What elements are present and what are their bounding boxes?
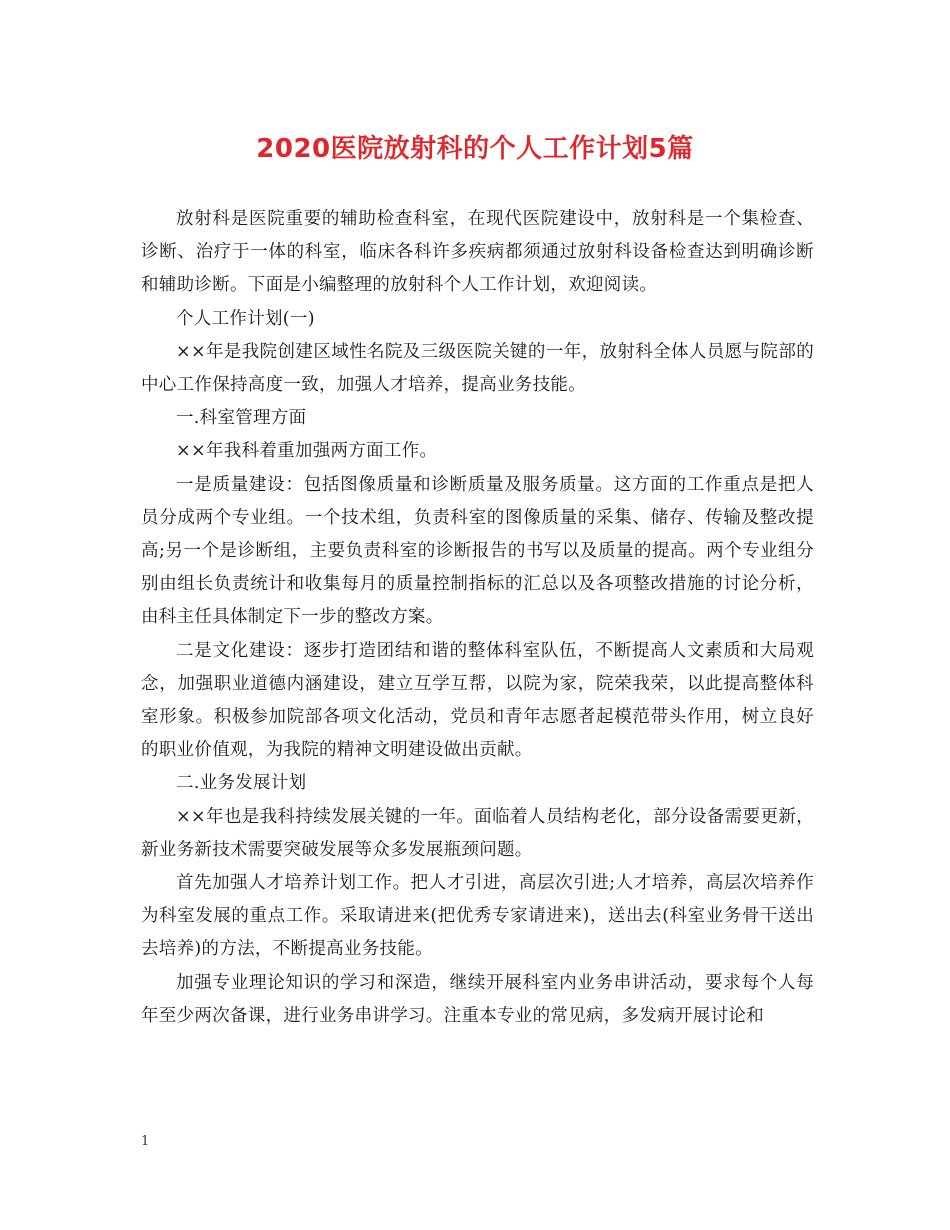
document-title: 2020医院放射科的个人工作计划5篇 [256, 134, 694, 164]
paragraph-intro: 放射科是医院重要的辅助检查科室，在现代医院建设中，放射科是一个集检查、诊断、治疗于一体的科室，临床各科许多疾病都须通过放射科设备检查达到明确诊断和辅助诊断。下面是小编整理的放射科个人工作计划，欢迎阅读。 [141, 209, 814, 296]
paragraph: 首先加强人才培养计划工作。把人才引进，高层次引进;人才培养，高层次培养作为科室发展的重点工作。采取请进来(把优秀专家请进来)，送出去(科室业务骨干送出去培养)的方法，不断提高业务技能。 [141, 873, 814, 960]
paragraph: ××年我科着重加强两方面工作。 [176, 441, 438, 462]
paragraph: 一是质量建设：包括图像质量和诊断质量及服务质量。这方面的工作重点是把人员分成两个专业组。一个技术组，负责科室的图像质量的采集、储存、传输及整改提高;另一个是诊断组，主要负责科室的诊断报告的书写以及质量的提高。两个专业组分别由组长负责统计和收集每月的质量控制指标的汇总以及各项整改措施的讨论分析，由科主任具体制定下一步的整改方案。 [141, 474, 814, 628]
document-body [141, 203, 814, 1033]
paragraph: ××年也是我科持续发展关键的一年。面临着人员结构老化，部分设备需要更新，新业务新技术需要突破发展等众多发展瓶颈问题。 [141, 806, 814, 860]
section-heading-business: 二.业务发展计划 [176, 773, 307, 794]
section-heading-management: 一.科室管理方面 [176, 408, 307, 429]
section-heading-plan-1: 个人工作计划(一) [176, 308, 315, 329]
paragraph: 加强专业理论知识的学习和深造，继续开展科室内业务串讲活动，要求每个人每年至少两次备课，进行业务串讲学习。注重本专业的常见病，多发病开展讨论和 [141, 972, 814, 1026]
paragraph: ××年是我院创建区域性名院及三级医院关键的一年，放射科全体人员愿与院部的中心工作保持高度一致，加强人才培养，提高业务技能。 [141, 341, 814, 396]
paragraph: 二是文化建设：逐步打造团结和谐的整体科室队伍，不断提高人文素质和大局观念，加强职业道德内涵建设，建立互学互帮，以院为家，院荣我荣，以此提高整体科室形象。积极参加院部各项文化活动，党员和青年志愿者起模范带头作用，树立良好的职业价值观，为我院的精神文明建设做出贡献。 [141, 640, 814, 761]
page-number: 1 [141, 1134, 150, 1149]
